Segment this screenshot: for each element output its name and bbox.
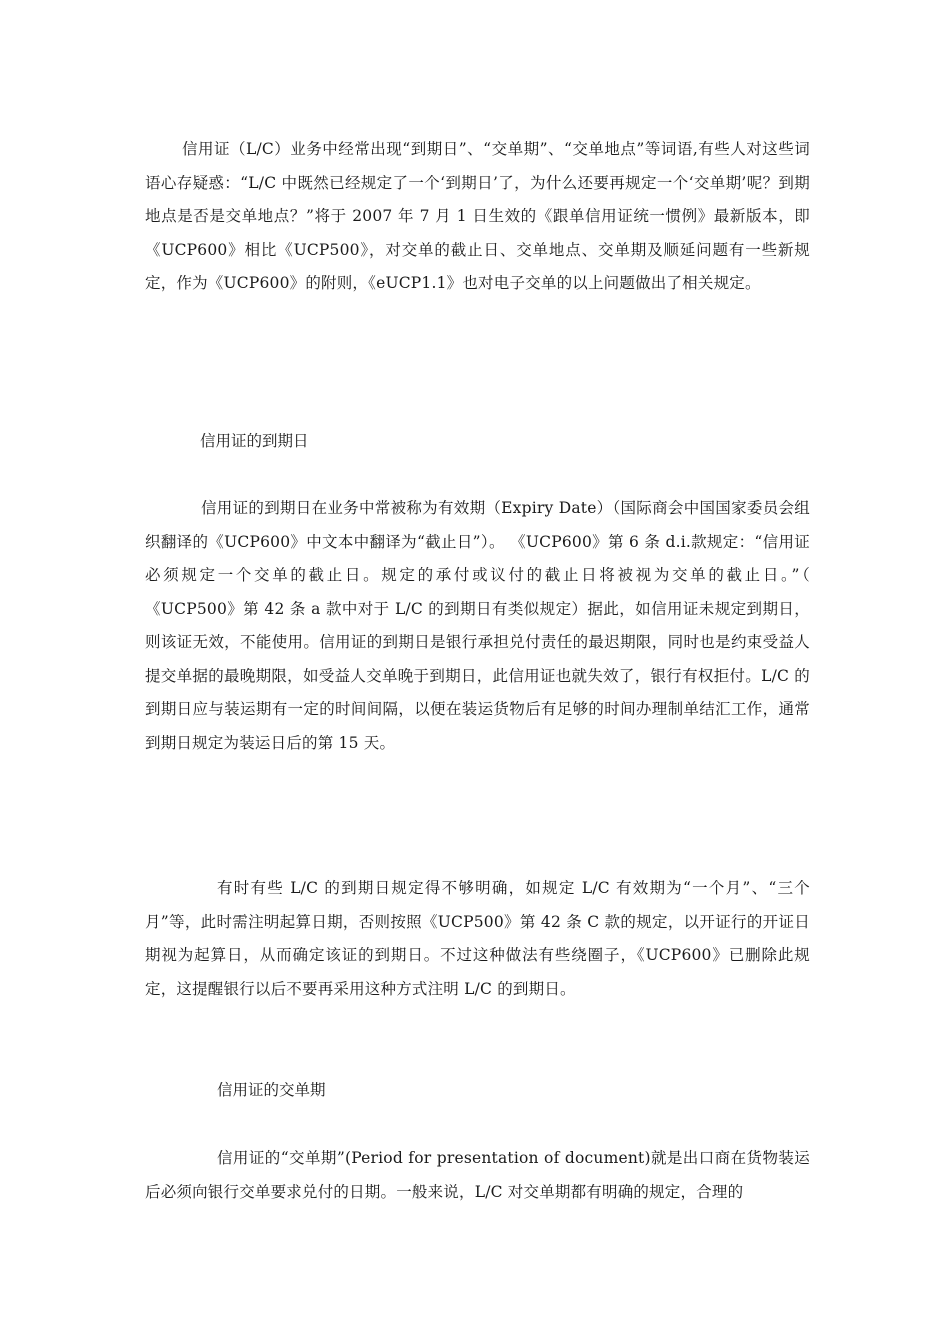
section-heading-expiry-date: 信用证的到期日 [200, 432, 309, 450]
section-heading-presentation-period: 信用证的交单期 [217, 1081, 326, 1099]
intro-paragraph: 信用证（L/C）业务中经常出现“到期日”、“交单期”、“交单地点”等词语,有些人对这些词语心存疑惑：“L/C 中既然已经规定了一个‘到期日’了，为什么还要再规定一个‘交单期’呢？到期地点是否是交单地点？”将于 2007 年 7 月 1 日生效的《跟单信用证统一惯例》最新版本，即《UCP600》相比《UCP500》，对交单的截止日、交单地点、交单期及顺延问题有一些新规定，作为《UCP600》的附则，《eUCP1.1》也对电子交单的以上问题做出了相关规定。 [145, 140, 810, 292]
presentation-period-paragraph: 信用证的“交单期”(Period for presentation of document)就是出口商在货物装运后必须向银行交单要求兑付的日期。一般来说，L/C 对交单期都有明确的规定，合理的 [145, 1149, 810, 1201]
expiry-date-ambiguity-paragraph: 有时有些 L/C 的到期日规定得不够明确，如规定 L/C 有效期为“一个月”、“三个月”等，此时需注明起算日期，否则按照《UCP500》第 42 条 C 款的规定，以开证行的开证日期视为起算日，从而确定该证的到期日。不过这种做法有些绕圈子，《UCP600》已删除此规定，这提醒银行以后不要再采用这种方式注明 L/C 的到期日。 [145, 879, 810, 998]
expiry-date-paragraph: 信用证的到期日在业务中常被称为有效期（Expiry Date）（国际商会中国国家委员会组织翻译的《UCP600》中文本中翻译为“截止日”）。 《UCP600》第 6 条 d.i.款规定：“信用证必须规定一个交单的截止日。规定的承付或议付的截止日将被视为交单的截止日。”（ 《UCP500》第 42 条 a 款中对于 L/C 的到期日有类似规定）据此，如信用证未规定到期日，则该证无效，不能使用。信用证的到期日是银行承担兑付责任的最迟期限，同时也是约束受益人提交单据的最晚期限，如受益人交单晚于到期日，此信用证也就失效了，银行有权拒付。L/C 的到期日应与装运期有一定的时间间隔，以便在装运货物后有足够的时间办理制单结汇工作，通常到期日规定为装运日后的第 15 天。 [145, 499, 810, 752]
